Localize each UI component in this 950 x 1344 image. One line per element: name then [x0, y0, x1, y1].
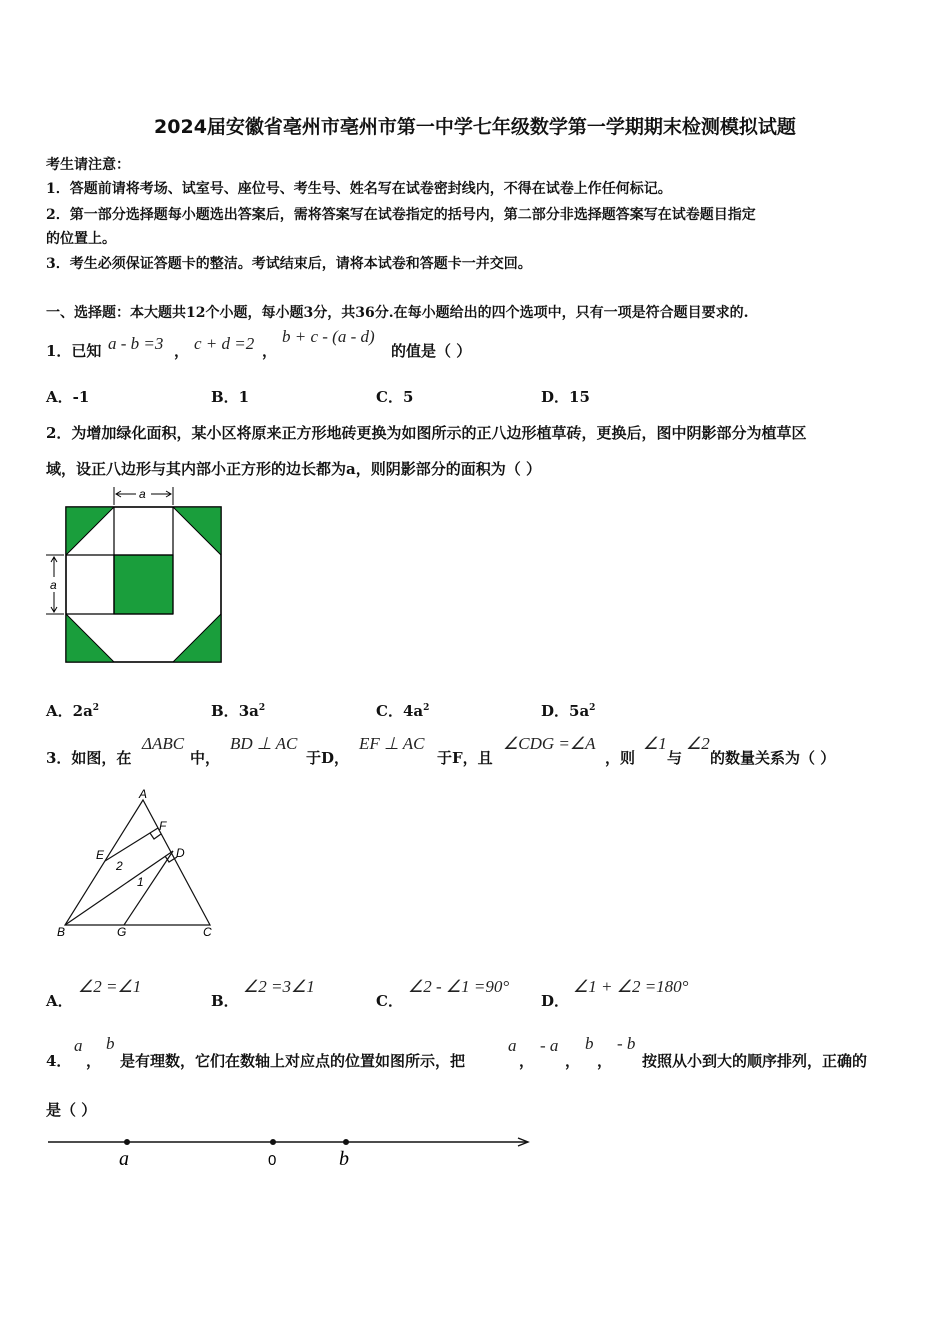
q1-option-a[interactable]: A．-1 — [46, 388, 90, 406]
label-e: E — [96, 848, 105, 862]
q1-expr-1: a - b =3 — [108, 334, 164, 353]
q2-label-top-a: a — [139, 487, 146, 501]
q3-option-a-expr[interactable]: ∠2 =∠1 — [78, 977, 142, 996]
notice-line-2a: 2．第一部分选择题每小题选出答案后，需将答案写在试卷指定的括号内，第二部分非选择题答案写在试卷题目指定 — [46, 207, 756, 223]
segment-ef — [105, 828, 158, 861]
q3-option-d-letter[interactable]: D． — [541, 992, 570, 1010]
point-b — [343, 1139, 349, 1145]
q2-option-a[interactable]: A．$2a^2$ — [46, 702, 100, 720]
q3-option-a-letter[interactable]: A． — [46, 992, 73, 1010]
q3-math-4: ∠CDG =∠A — [503, 734, 596, 753]
q1-expr-3: b + c - (a - d) — [282, 327, 375, 346]
q2-option-c[interactable]: C．$4a^2$ — [376, 702, 430, 720]
q1-sep-2: ， — [262, 342, 278, 360]
q4-var-b: b — [106, 1034, 115, 1053]
q2-option-d[interactable]: D．$5a^2$ — [541, 702, 596, 720]
label-f: F — [159, 819, 167, 833]
q3-math-3: EF ⊥ AC — [359, 734, 425, 753]
q2-line-2: 域，设正八边形与其内部小正方形的边长都为a，则阴影部分的面积为（ ） — [46, 460, 541, 478]
q1-sep-1: ， — [174, 342, 190, 360]
q4-list-comma-3: ， — [597, 1052, 613, 1070]
q3-text-4: 于F，且 — [437, 749, 493, 767]
q3-math-2: BD ⊥ AC — [230, 734, 298, 753]
segment-dg — [124, 851, 173, 925]
q3-text-6: 与 — [667, 749, 683, 767]
q1-option-d[interactable]: D．15 — [541, 388, 590, 406]
q3-math-6: ∠2 — [686, 734, 710, 753]
q4-text-2: 按照从小到大的顺序排列，正确的 — [642, 1052, 868, 1070]
q2-label-left-a: a — [50, 578, 57, 592]
label-angle-2: 2 — [116, 859, 123, 873]
triangle-abc — [65, 800, 210, 925]
q3-option-c-expr[interactable]: ∠2 - ∠1 =90° — [408, 977, 510, 996]
notice-line-2b: 的位置上。 — [46, 231, 116, 247]
axis-label-b: b — [339, 1148, 349, 1170]
q1-suffix: 的值是（ ） — [391, 342, 472, 360]
notice-line-3: 3．考生必须保证答题卡的整洁。考试结束后，请将本试卷和答题卡一并交回。 — [46, 256, 532, 272]
q3-triangle-figure — [55, 787, 235, 940]
notice-line-1: 1．答题前请将考场、试室号、座位号、考生号、姓名写在试卷密封线内，不得在试卷上作任何标记。 — [46, 181, 672, 197]
center-green-square — [114, 555, 173, 614]
q3-text-5: ，则 — [605, 749, 636, 767]
axis-label-a: a — [119, 1148, 129, 1170]
axis-label-zero: 0 — [268, 1152, 277, 1169]
section-heading: 一、选择题：本大题共12个小题，每小题3分，共36分.在每小题给出的四个选项中，只有一项是符合题目要求的. — [46, 305, 749, 321]
q4-var-a: a — [74, 1036, 83, 1055]
q1-option-b[interactable]: B．1 — [211, 388, 250, 406]
q4-list-b: b — [585, 1034, 594, 1053]
label-d: D — [176, 846, 185, 860]
q3-text-3: 于D， — [306, 749, 350, 767]
q4-list-neg-a: - a — [540, 1036, 559, 1055]
q3-option-b-expr[interactable]: ∠2 =3∠1 — [243, 977, 315, 996]
q4-list-comma-2: ， — [565, 1052, 581, 1070]
q3-math-1: ΔABC — [142, 734, 185, 753]
label-a: A — [139, 787, 148, 801]
q4-line-2: 是（ ） — [46, 1101, 97, 1119]
q3-text-1: 3．如图，在 — [46, 749, 132, 767]
label-g: G — [117, 925, 127, 939]
q3-math-5: ∠1 — [643, 734, 667, 753]
q1-option-c[interactable]: C．5 — [376, 388, 414, 406]
q4-list-neg-b: - b — [617, 1034, 636, 1053]
corner-triangle-bottom-left — [66, 614, 114, 662]
q1-expr-2: c + d =2 — [194, 334, 255, 353]
point-a — [124, 1139, 130, 1145]
label-angle-1: 1 — [137, 875, 144, 889]
corner-triangle-bottom-right — [173, 614, 221, 662]
q4-prefix: 4． — [46, 1052, 72, 1070]
point-zero — [270, 1139, 276, 1145]
page-title: 2024届安徽省亳州市亳州市第一中学七年级数学第一学期期末检测模拟试题 — [154, 116, 796, 138]
q3-option-d-expr[interactable]: ∠1 + ∠2 =180° — [573, 977, 689, 996]
label-b: B — [57, 925, 66, 939]
q3-text-7: 的数量关系为（ ） — [710, 749, 836, 767]
q3-text-2: 中， — [190, 749, 221, 767]
label-c: C — [203, 925, 212, 939]
q3-option-b-letter[interactable]: B． — [211, 992, 239, 1010]
q4-list-a: a — [508, 1036, 517, 1055]
right-angle-f — [150, 833, 161, 839]
q2-octagon-figure — [40, 483, 280, 673]
q4-number-line — [44, 1132, 544, 1172]
corner-triangle-top-right — [173, 507, 221, 555]
q4-text-1: 是有理数，它们在数轴上对应点的位置如图所示，把 — [120, 1052, 466, 1070]
q2-option-b[interactable]: B．$3a^2$ — [211, 702, 266, 720]
notice-heading: 考生请注意： — [46, 157, 130, 173]
q4-list-comma-1: ， — [519, 1052, 535, 1070]
corner-triangle-top-left — [66, 507, 114, 555]
q1-prefix: 1．已知 — [46, 342, 102, 360]
q4-comma-1: ， — [86, 1052, 102, 1070]
q2-line-1: 2．为增加绿化面积，某小区将原来正方形地砖更换为如图所示的正八边形植草砖，更换后，图中阴影部分为植草区 — [46, 424, 807, 442]
q3-option-c-letter[interactable]: C． — [376, 992, 403, 1010]
